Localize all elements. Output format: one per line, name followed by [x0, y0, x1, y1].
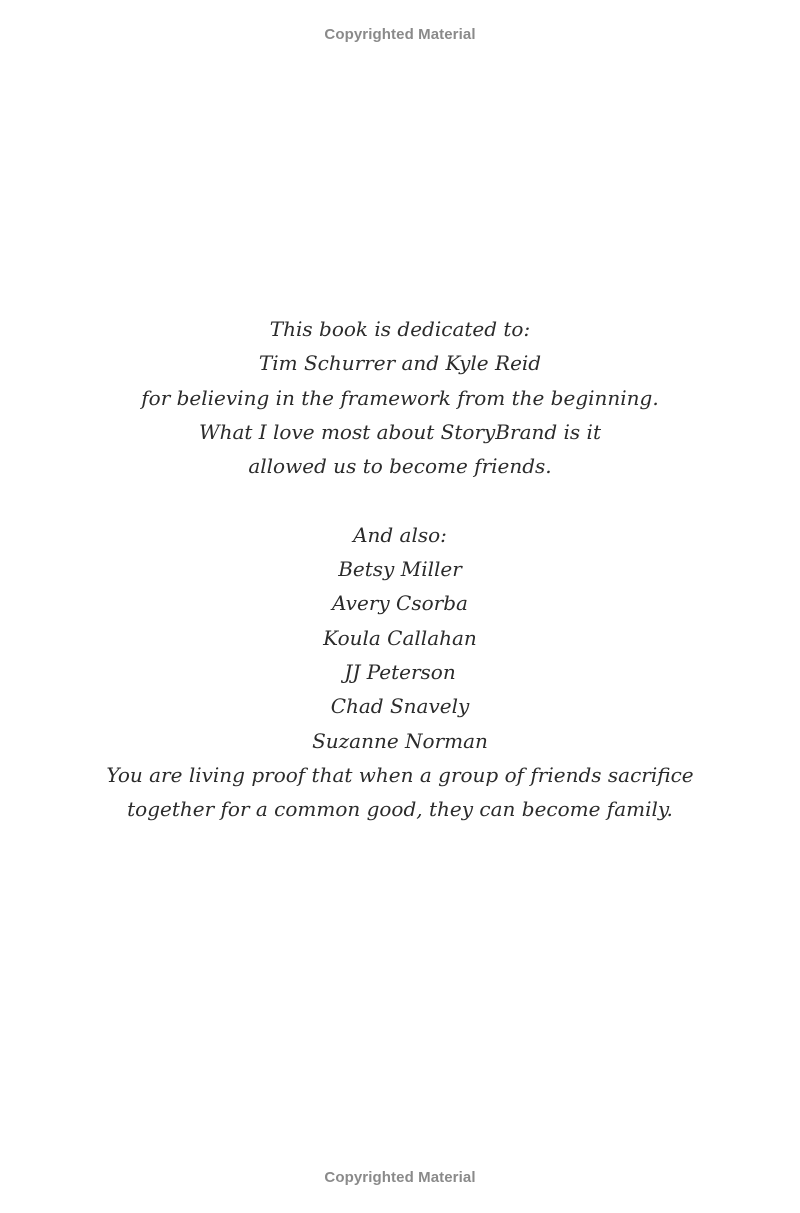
dedication-line: What I love most about StoryBrand is it [199, 419, 601, 444]
dedication-line: allowed us to become friends. [248, 454, 552, 479]
dedication-block [0, 312, 800, 826]
closing-line: together for a common good, they can become family. [127, 797, 673, 822]
dedication-heading: This book is dedicated to: [269, 317, 531, 341]
name-chad-snavely: Chad Snavely [330, 694, 470, 719]
name-suzanne-norman: Suzanne Norman [312, 728, 488, 753]
paragraph-spacer [0, 483, 800, 517]
name-jj-peterson: JJ Peterson [344, 659, 456, 684]
dedication-recipients: Tim Schurrer and Kyle Reid [258, 351, 542, 376]
copyright-watermark-top: Copyrighted Material [324, 26, 476, 43]
dedication-line: for believing in the framework from the beginning. [141, 385, 659, 410]
name-betsy-miller: Betsy Miller [338, 557, 462, 582]
name-koula-callahan: Koula Callahan [323, 625, 477, 650]
closing-line: You are living proof that when a group of friends sacrifice [106, 762, 694, 787]
name-avery-csorba: Avery Csorba [332, 591, 468, 616]
also-heading: And also: [353, 522, 447, 547]
copyright-watermark-bottom: Copyrighted Material [324, 1169, 476, 1186]
